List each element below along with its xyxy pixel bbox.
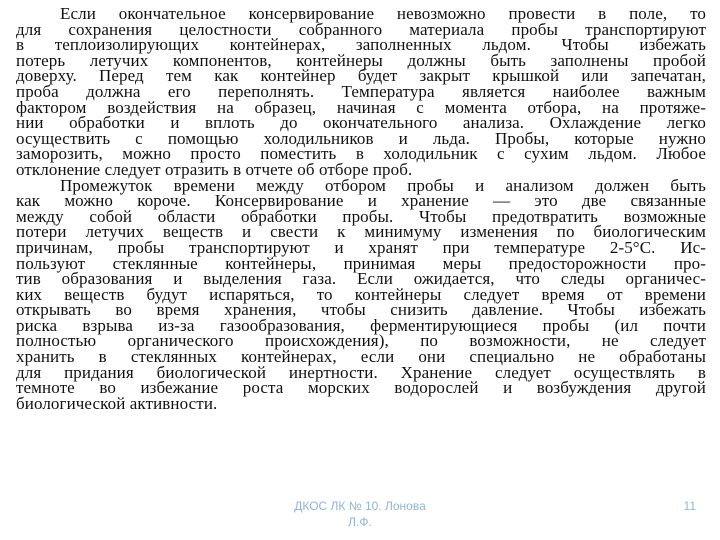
text-line: темноте во избежание роста морских водорослей и возбуждения другой	[16, 378, 706, 398]
text-line: риска взрыва из-за газообразования, ферментирующиеся пробы (ил почти	[16, 315, 706, 335]
footer-watermark	[240, 498, 480, 530]
document-body	[16, 6, 706, 411]
text-line: полностью органического происхождения), по возможности, не следует	[16, 331, 706, 351]
text-line: ких веществ будут испаряться, то контейнеры следует время от времени	[16, 284, 706, 304]
text-line: открывать во время хранения, чтобы снизить давление. Чтобы избежать	[16, 300, 706, 320]
text-line: для придания биологической инертности. Хранение следует осуществлять в	[16, 362, 706, 382]
text-line: хранить в стеклянных контейнерах, если они специально не обработаны	[16, 347, 706, 367]
paragraph-2	[16, 175, 706, 413]
paragraph-1	[16, 6, 706, 178]
page-number: 11	[683, 499, 696, 513]
text-line: причинам, пробы транспортируют и хранят при температуре 2-5°С. Ис-	[16, 237, 706, 257]
text-line: тив образования и выделения газа. Если ожидается, что следы органичес-	[16, 269, 706, 289]
text-line: заморозить, можно просто поместить в холодильник с сухим льдом. Любое	[16, 144, 706, 164]
text-line: пользуют стеклянные контейнеры, принимая меры предосторожности про-	[16, 253, 706, 273]
watermark-line-1: ДКОС ЛК № 10. Лонова	[294, 499, 426, 513]
text-line: Промежуток времени между отбором пробы и анализом должен быть	[60, 175, 706, 195]
text-line: потери летучих веществ и свести к минимуму изменения по биологическим	[16, 222, 706, 242]
text-line: для сохранения целостности собранного материала пробы транспортируют	[16, 19, 706, 39]
text-line: Если окончательное консервирование невозможно провести в поле, то	[60, 4, 706, 23]
text-line: потерь летучих компонентов, контейнеры должны быть заполнены пробой	[16, 50, 706, 70]
text-line: биологической активности.	[16, 393, 218, 413]
text-line: проба должна его переполнять. Температура является наиболее важным	[16, 81, 706, 101]
text-line: в теплоизолирующих контейнерах, заполненных льдом. Чтобы избежать	[16, 35, 706, 55]
text-line: осуществить с помощью холодильников и льда. Пробы, которые нужно	[16, 128, 706, 148]
text-line: между собой области обработки пробы. Чтобы предотвратить возможные	[16, 206, 706, 226]
text-line: отклонение следует отразить в отчете об отборе проб.	[16, 159, 413, 179]
text-line: фактором воздействия на образец, начиная с момента отбора, на протяже-	[16, 97, 706, 117]
text-line: нии обработки и вплоть до окончательного анализа. Охлаждение легко	[16, 113, 706, 133]
text-line: как можно короче. Консервирование и хранение — это две связанные	[16, 191, 706, 211]
text-line: доверху. Перед тем как контейнер будет закрыт крышкой или запечатан,	[16, 66, 706, 86]
watermark-line-2: Л.Ф.	[348, 515, 372, 529]
